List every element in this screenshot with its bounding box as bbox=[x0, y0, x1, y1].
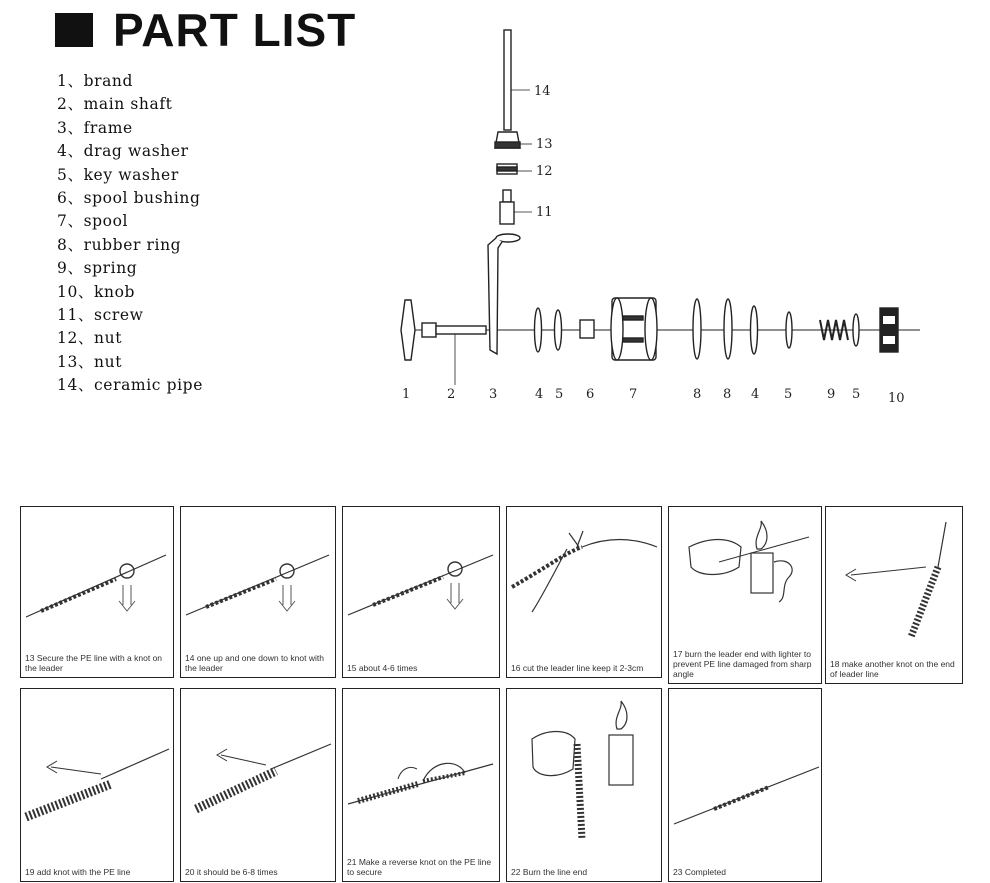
part-name: spool bbox=[83, 212, 129, 231]
step-panel bbox=[342, 506, 500, 678]
parts-list bbox=[57, 70, 203, 397]
part-list-header bbox=[55, 6, 356, 54]
coil-knot-icon bbox=[826, 507, 963, 647]
part-name: main shaft bbox=[83, 95, 173, 114]
part-name: ceramic pipe bbox=[94, 376, 203, 395]
part-name: drag washer bbox=[83, 142, 189, 161]
step-caption: 19 add knot with the PE line bbox=[25, 867, 131, 877]
step-panel bbox=[825, 506, 963, 684]
knot-loop-icon bbox=[21, 507, 174, 647]
cut-line-icon bbox=[507, 507, 662, 647]
main-shaft-part bbox=[436, 326, 486, 334]
diagram-label: 4 bbox=[751, 387, 760, 402]
key-washer-part bbox=[786, 312, 792, 348]
part-item bbox=[57, 140, 203, 163]
step-panel bbox=[668, 688, 822, 882]
exploded-parts-diagram bbox=[380, 20, 940, 420]
step-panel bbox=[20, 688, 174, 882]
page-title: PART LIST bbox=[113, 4, 357, 56]
step-panel bbox=[342, 688, 500, 882]
reverse-knot-icon bbox=[343, 689, 500, 849]
part-name: nut bbox=[94, 329, 123, 348]
key-washer-part bbox=[555, 310, 562, 350]
part-item bbox=[57, 164, 203, 187]
part-name: rubber ring bbox=[83, 235, 182, 254]
part-item bbox=[57, 93, 203, 116]
step-caption: 13 Secure the PE line with a knot on the leader bbox=[25, 653, 163, 673]
lighter-icon bbox=[507, 689, 662, 849]
part-name: screw bbox=[94, 305, 144, 324]
step-caption: 17 burn the leader end with lighter to prevent PE line damaged from sharp angle bbox=[673, 649, 812, 679]
step-caption: 22 Burn the line end bbox=[511, 867, 588, 877]
nut-12-band bbox=[497, 167, 517, 171]
spool-bushing-part bbox=[580, 320, 594, 338]
drag-washer-part bbox=[751, 306, 758, 354]
completed-line-icon bbox=[669, 689, 822, 849]
part-item bbox=[57, 210, 203, 233]
step-caption: 20 it should be 6-8 times bbox=[185, 867, 278, 877]
part-number: 4、 bbox=[57, 142, 84, 161]
knot-loop-icon bbox=[343, 507, 500, 647]
part-name: spool bushing bbox=[83, 188, 201, 207]
part-name: brand bbox=[83, 72, 134, 90]
lighter-icon bbox=[669, 507, 822, 647]
diagram-label: 10 bbox=[888, 391, 905, 406]
part-item bbox=[57, 351, 203, 374]
part-number: 8、 bbox=[57, 235, 84, 254]
diagram-label: 5 bbox=[852, 387, 861, 402]
diagram-label: 14 bbox=[534, 84, 551, 99]
part-item bbox=[57, 234, 203, 257]
coil-knot-icon bbox=[181, 689, 336, 849]
square-bullet-icon bbox=[55, 13, 93, 47]
step-panel bbox=[506, 688, 662, 882]
part-name: nut bbox=[94, 352, 123, 371]
part-number: 1、 bbox=[57, 72, 84, 90]
step-caption: 18 make another knot on the end of leader line bbox=[830, 659, 955, 679]
step-caption: 14 one up and one down to knot with the leader bbox=[185, 653, 324, 673]
key-washer-part bbox=[853, 314, 859, 346]
part-item bbox=[57, 187, 203, 210]
part-number: 2、 bbox=[57, 95, 84, 114]
part-number: 11、 bbox=[57, 305, 95, 324]
part-item bbox=[57, 117, 203, 140]
part-name: knob bbox=[94, 282, 136, 301]
step-panel bbox=[668, 506, 822, 684]
knot-instruction-steps bbox=[20, 506, 963, 882]
part-number: 9、 bbox=[57, 259, 84, 278]
knot-loop-icon bbox=[181, 507, 336, 647]
diagram-label: 4 bbox=[535, 387, 544, 402]
screw-11-head bbox=[503, 190, 511, 202]
diagram-label: 13 bbox=[536, 137, 553, 152]
part-number: 10、 bbox=[57, 282, 95, 301]
part-number: 5、 bbox=[57, 165, 84, 184]
part-number: 13、 bbox=[57, 352, 95, 371]
step-caption: 15 about 4-6 times bbox=[347, 663, 418, 673]
diagram-label: 11 bbox=[536, 205, 553, 220]
step-caption: 16 cut the leader line keep it 2-3cm bbox=[511, 663, 644, 673]
nut-13-base bbox=[495, 142, 520, 148]
step-panel bbox=[180, 688, 336, 882]
main-shaft-head bbox=[422, 323, 436, 337]
coil-knot-icon bbox=[21, 689, 174, 849]
diagram-label: 12 bbox=[536, 164, 553, 179]
diagram-label: 7 bbox=[629, 387, 638, 402]
diagram-label: 1 bbox=[402, 387, 411, 402]
part-item bbox=[57, 327, 203, 350]
part-name: frame bbox=[83, 118, 133, 137]
frame-part bbox=[488, 238, 502, 354]
drag-washer-part bbox=[535, 308, 542, 352]
brand-disc-part bbox=[401, 300, 415, 360]
knob-part bbox=[880, 308, 898, 352]
diagram-label: 5 bbox=[555, 387, 564, 402]
step-caption: 21 Make a reverse knot on the PE line to secure bbox=[347, 857, 492, 877]
part-number: 6、 bbox=[57, 188, 84, 207]
diagram-label: 6 bbox=[586, 387, 595, 402]
part-item bbox=[57, 70, 203, 93]
diagram-label: 5 bbox=[784, 387, 793, 402]
step-panel bbox=[506, 506, 662, 678]
step-panel bbox=[20, 506, 174, 678]
step-caption: 23 Completed bbox=[673, 867, 726, 877]
diagram-label: 9 bbox=[827, 387, 836, 402]
part-item bbox=[57, 257, 203, 280]
step-panel bbox=[180, 506, 336, 678]
part-name: key washer bbox=[83, 165, 179, 184]
part-number: 3、 bbox=[57, 118, 84, 137]
screw-11-body bbox=[500, 202, 514, 224]
part-item bbox=[57, 304, 203, 327]
part-item bbox=[57, 374, 203, 397]
part-number: 14、 bbox=[57, 376, 95, 395]
diagram-label: 2 bbox=[447, 387, 456, 402]
part-item bbox=[57, 281, 203, 304]
part-name: spring bbox=[83, 259, 138, 278]
diagram-label: 8 bbox=[723, 387, 732, 402]
diagram-label: 3 bbox=[489, 387, 498, 402]
part-number: 12、 bbox=[57, 329, 95, 348]
spool-part bbox=[611, 298, 657, 360]
diagram-label: 8 bbox=[693, 387, 702, 402]
ceramic-pipe-part bbox=[504, 30, 511, 130]
part-number: 7、 bbox=[57, 212, 84, 231]
rubber-ring-part bbox=[724, 299, 732, 359]
rubber-ring-part bbox=[693, 299, 701, 359]
